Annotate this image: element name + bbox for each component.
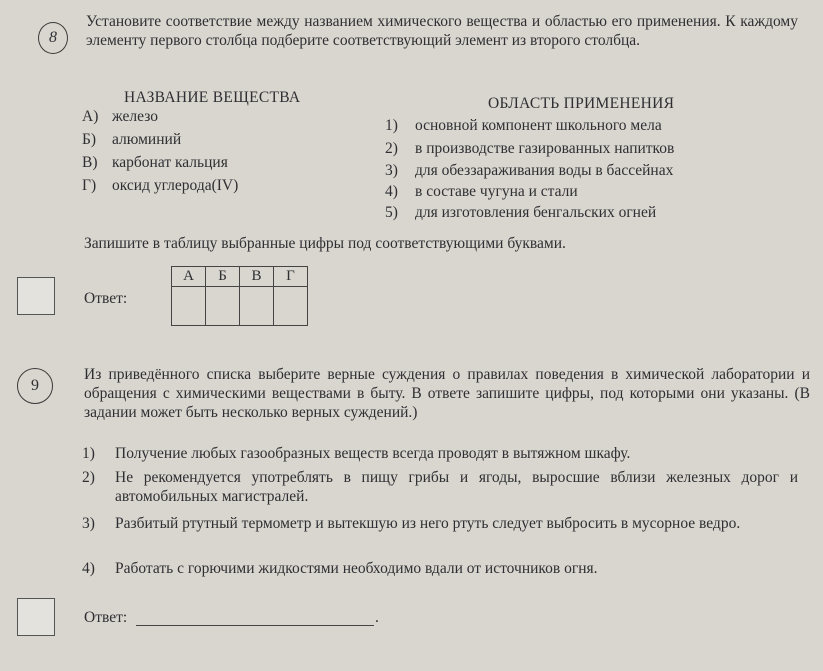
answer-table-header: В: [240, 267, 274, 287]
substance-item: Б) алюминий: [82, 131, 182, 148]
answer-table-header: А: [172, 267, 206, 287]
statement-item: 1) Получение любых газообразных веществ всегда проводят в вытяжном шкафу.: [82, 445, 631, 462]
answer-table-header: Б: [206, 267, 240, 287]
task-9-score-box[interactable]: [17, 598, 55, 636]
task-8-score-box[interactable]: [17, 277, 55, 315]
table-instruction: Запишите в таблицу выбранные цифры под соответствующими буквами.: [84, 235, 566, 252]
task-9-answer-end: .: [375, 609, 379, 626]
answer-table-cell[interactable]: [240, 287, 274, 326]
use-item: 2) в производстве газированных напитков: [385, 140, 675, 157]
use-column-header: ОБЛАСТЬ ПРИМЕНЕНИЯ: [488, 95, 675, 112]
statement-item: 3) Разбитый ртутный термометр и вытекшую из него ртуть следует выбросить в мусорное ведро.: [82, 515, 741, 532]
answer-table-cell[interactable]: [274, 287, 308, 326]
task-9-instruction: Из приведённого списка выберите верные суждения о правилах поведения в химической лаборатории и обращения с химическими веществами в быту. В ответе запишите цифры, под которыми они указаны. (В задании может быть несколько верных суждений.): [84, 366, 810, 421]
task-9-number: 9: [31, 377, 39, 394]
task-8-number: 8: [49, 29, 57, 46]
answer-table-cell[interactable]: [172, 287, 206, 326]
statement-item: 2) Не рекомендуется употреблять в пищу грибы и ягоды, выросшие вблизи железных дорог и автомобильных магистралей.: [82, 469, 798, 505]
use-item: 4) в составе чугуна и стали: [385, 183, 578, 200]
use-item: 3) для обеззараживания воды в бассейнах: [385, 162, 674, 179]
answer-table-cell[interactable]: [206, 287, 240, 326]
substance-item: А) железо: [82, 108, 158, 125]
substance-column-header: НАЗВАНИЕ ВЕЩЕСТВА: [124, 89, 301, 106]
use-item: 5) для изготовления бенгальских огней: [385, 204, 657, 221]
answer-table-header: Г: [274, 267, 308, 287]
substance-item: Г) оксид углерода(IV): [82, 177, 239, 194]
task-9-answer-label: Ответ:: [84, 609, 128, 626]
substance-item: В) карбонат кальция: [82, 154, 228, 171]
statement-item: 4) Работать с горючими жидкостями необходимо вдали от источников огня.: [82, 560, 598, 577]
task-8-instruction: Установите соответствие между названием химического вещества и областью его применения. К каждому элементу первого столбца подберите соответствующий элемент из второго столбца.: [86, 13, 798, 49]
use-item: 1) основной компонент школьного мела: [385, 117, 662, 134]
task-8-answer-table: [171, 266, 308, 326]
task-9-number-circle: [17, 368, 53, 404]
task-8-answer-label: Ответ:: [84, 290, 128, 307]
task-9-answer-line[interactable]: [136, 625, 374, 626]
task-8-number-circle: [38, 22, 68, 54]
